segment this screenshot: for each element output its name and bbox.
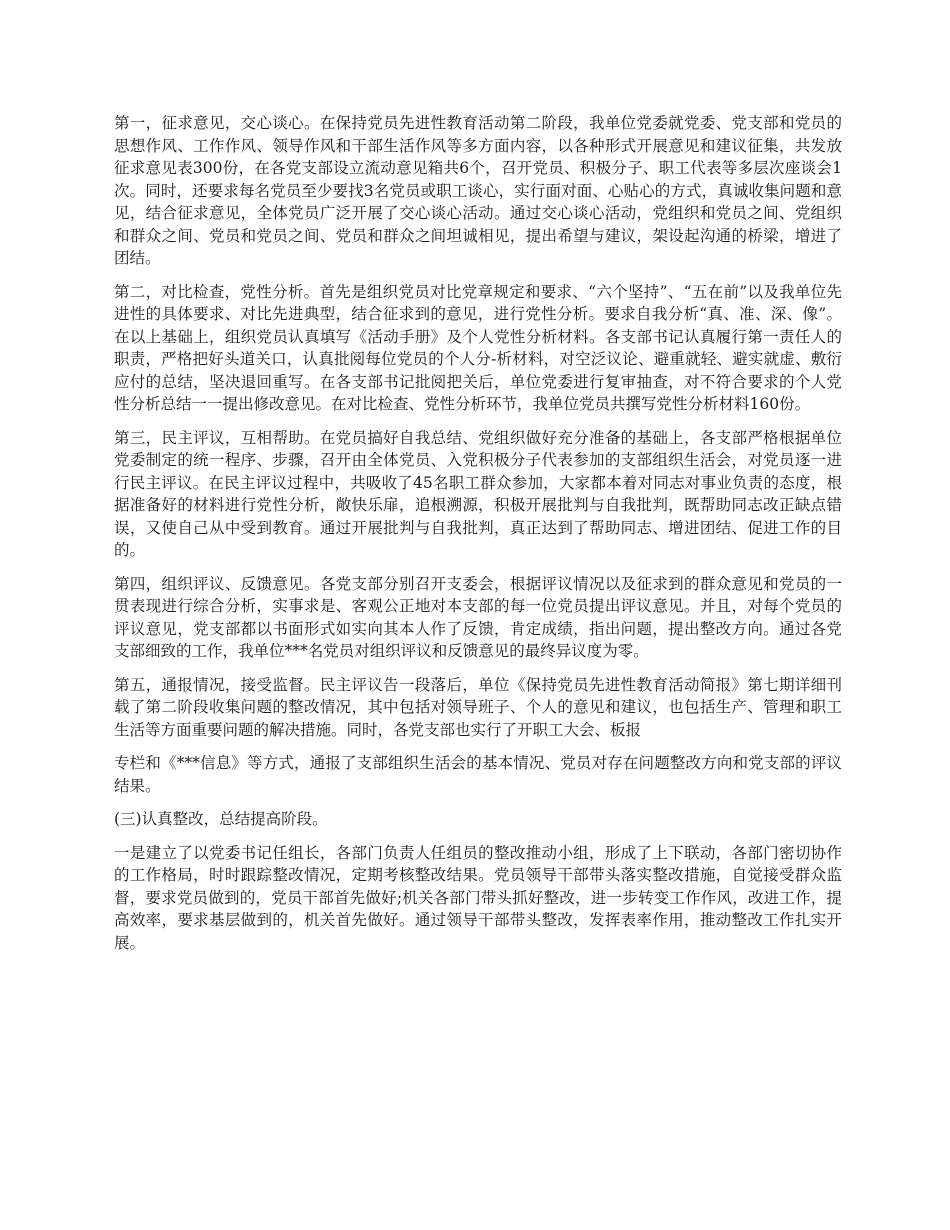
paragraph-6: 专栏和《***信息》等方式，通报了支部组织生活会的基本情况、党员对存在问题整改方向和党支部的评议结果。 xyxy=(114,754,842,795)
paragraph-7: 一是建立了以党委书记任组长，各部门负责人任组员的整改推动小组，形成了上下联动，各部门密切协作的工作格局，时时跟踪整改情况，定期考核整改结果。党员领导干部带头落实整改措施，自觉接受群众监督，要求党员做到的，党员干部首先做好;机关各部门带头抓好整改，进一步转变工作作风，改进工作，提高效率，要求基层做到的，机关首先做好。通过领导干部带头整改，发挥表率作用，推动整改工作扎实开展。 xyxy=(114,843,842,952)
paragraph-4: 第四，组织评议、反馈意见。各党支部分别召开支委会，根据评议情况以及征求到的群众意见和党员的一贯表现进行综合分析，实事求是、客观公正地对本支部的每一位党员提出评议意见。并且，对每个党员的评议意见，党支部都以书面形式如实向其本人作了反馈，肯定成绩，指出问题，提出整改方向。通过各党支部细致的工作，我单位***名党员对组织评议和反馈意见的最终异议度为零。 xyxy=(114,574,842,660)
section-heading: (三)认真整改，总结提高阶段。 xyxy=(114,810,328,828)
paragraph-2: 第二，对比检查，党性分析。首先是组织党员对比党章规定和要求、“六个坚持”、“五在前”以及我单位先进性的具体要求、对比先进典型，结合征求到的意见，进行党性分析。要求自我分析“真、准、深、像”。在以上基础上，组织党员认真填写《活动手册》及个人党性分析材料。各支部书记认真履行第一责任人的职责，严格把好头道关口，认真批阅每位党员的个人分-析材料，对空泛议论、避重就轻、避实就虚、敷衍应付的总结，坚决退回重写。在各支部书记批阅把关后，单位党委进行复审抽查，对不符合要求的个人党性分析总结一一提出修改意见。在对比检查、党性分析环节，我单位党员共撰写党性分析材料160份。 xyxy=(114,282,842,413)
document-body xyxy=(114,112,842,965)
paragraph-1: 第一，征求意见，交心谈心。在保持党员先进性教育活动第二阶段，我单位党委就党委、党支部和党员的思想作风、工作作风、领导作风和干部生活作风等多方面内容，以各种形式开展意见和建议征集，共发放征求意见表300份，在各党支部设立流动意见箱共6个，召开党员、积极分子、职工代表等多层次座谈会1次。同时，还要求每名党员至少要找3名党员或职工谈心，实行面对面、心贴心的方式，真诚收集问题和意见，结合征求意见，全体党员广泛开展了交心谈心活动。通过交心谈心活动，党组织和党员之间、党组织和群众之间、党员和党员之间、党员和群众之间坦诚相见，提出希望与建议，架设起沟通的桥梁，增进了团结。 xyxy=(114,114,842,267)
paragraph-3: 第三，民主评议，互相帮助。在党员搞好自我总结、党组织做好充分准备的基础上，各支部严格根据单位党委制定的统一程序、步骤，召开由全体党员、入党积极分子代表参加的支部组织生活会，对党员逐一进行民主评议。在民主评议过程中，共吸收了45名职工群众参加，大家都本着对同志对事业负责的态度，根据准备好的材料进行党性分析，敞快乐扉，追根溯源，积极开展批判与自我批判，既帮助同志改正缺点错误，又使自己从中受到教育。通过开展批判与自我批判，真正达到了帮助同志、增进团结、促进工作的目的。 xyxy=(114,428,842,559)
paragraph-5: 第五，通报情况，接受监督。民主评议告一段落后，单位《保持党员先进性教育活动简报》第七期详细刊载了第二阶段收集问题的整改情况，其中包括对领导班子、个人的意见和建议，也包括生产、管理和职工生活等方面重要问题的解决措施。同时，各党支部也实行了开职工大会、板报 xyxy=(114,675,842,739)
